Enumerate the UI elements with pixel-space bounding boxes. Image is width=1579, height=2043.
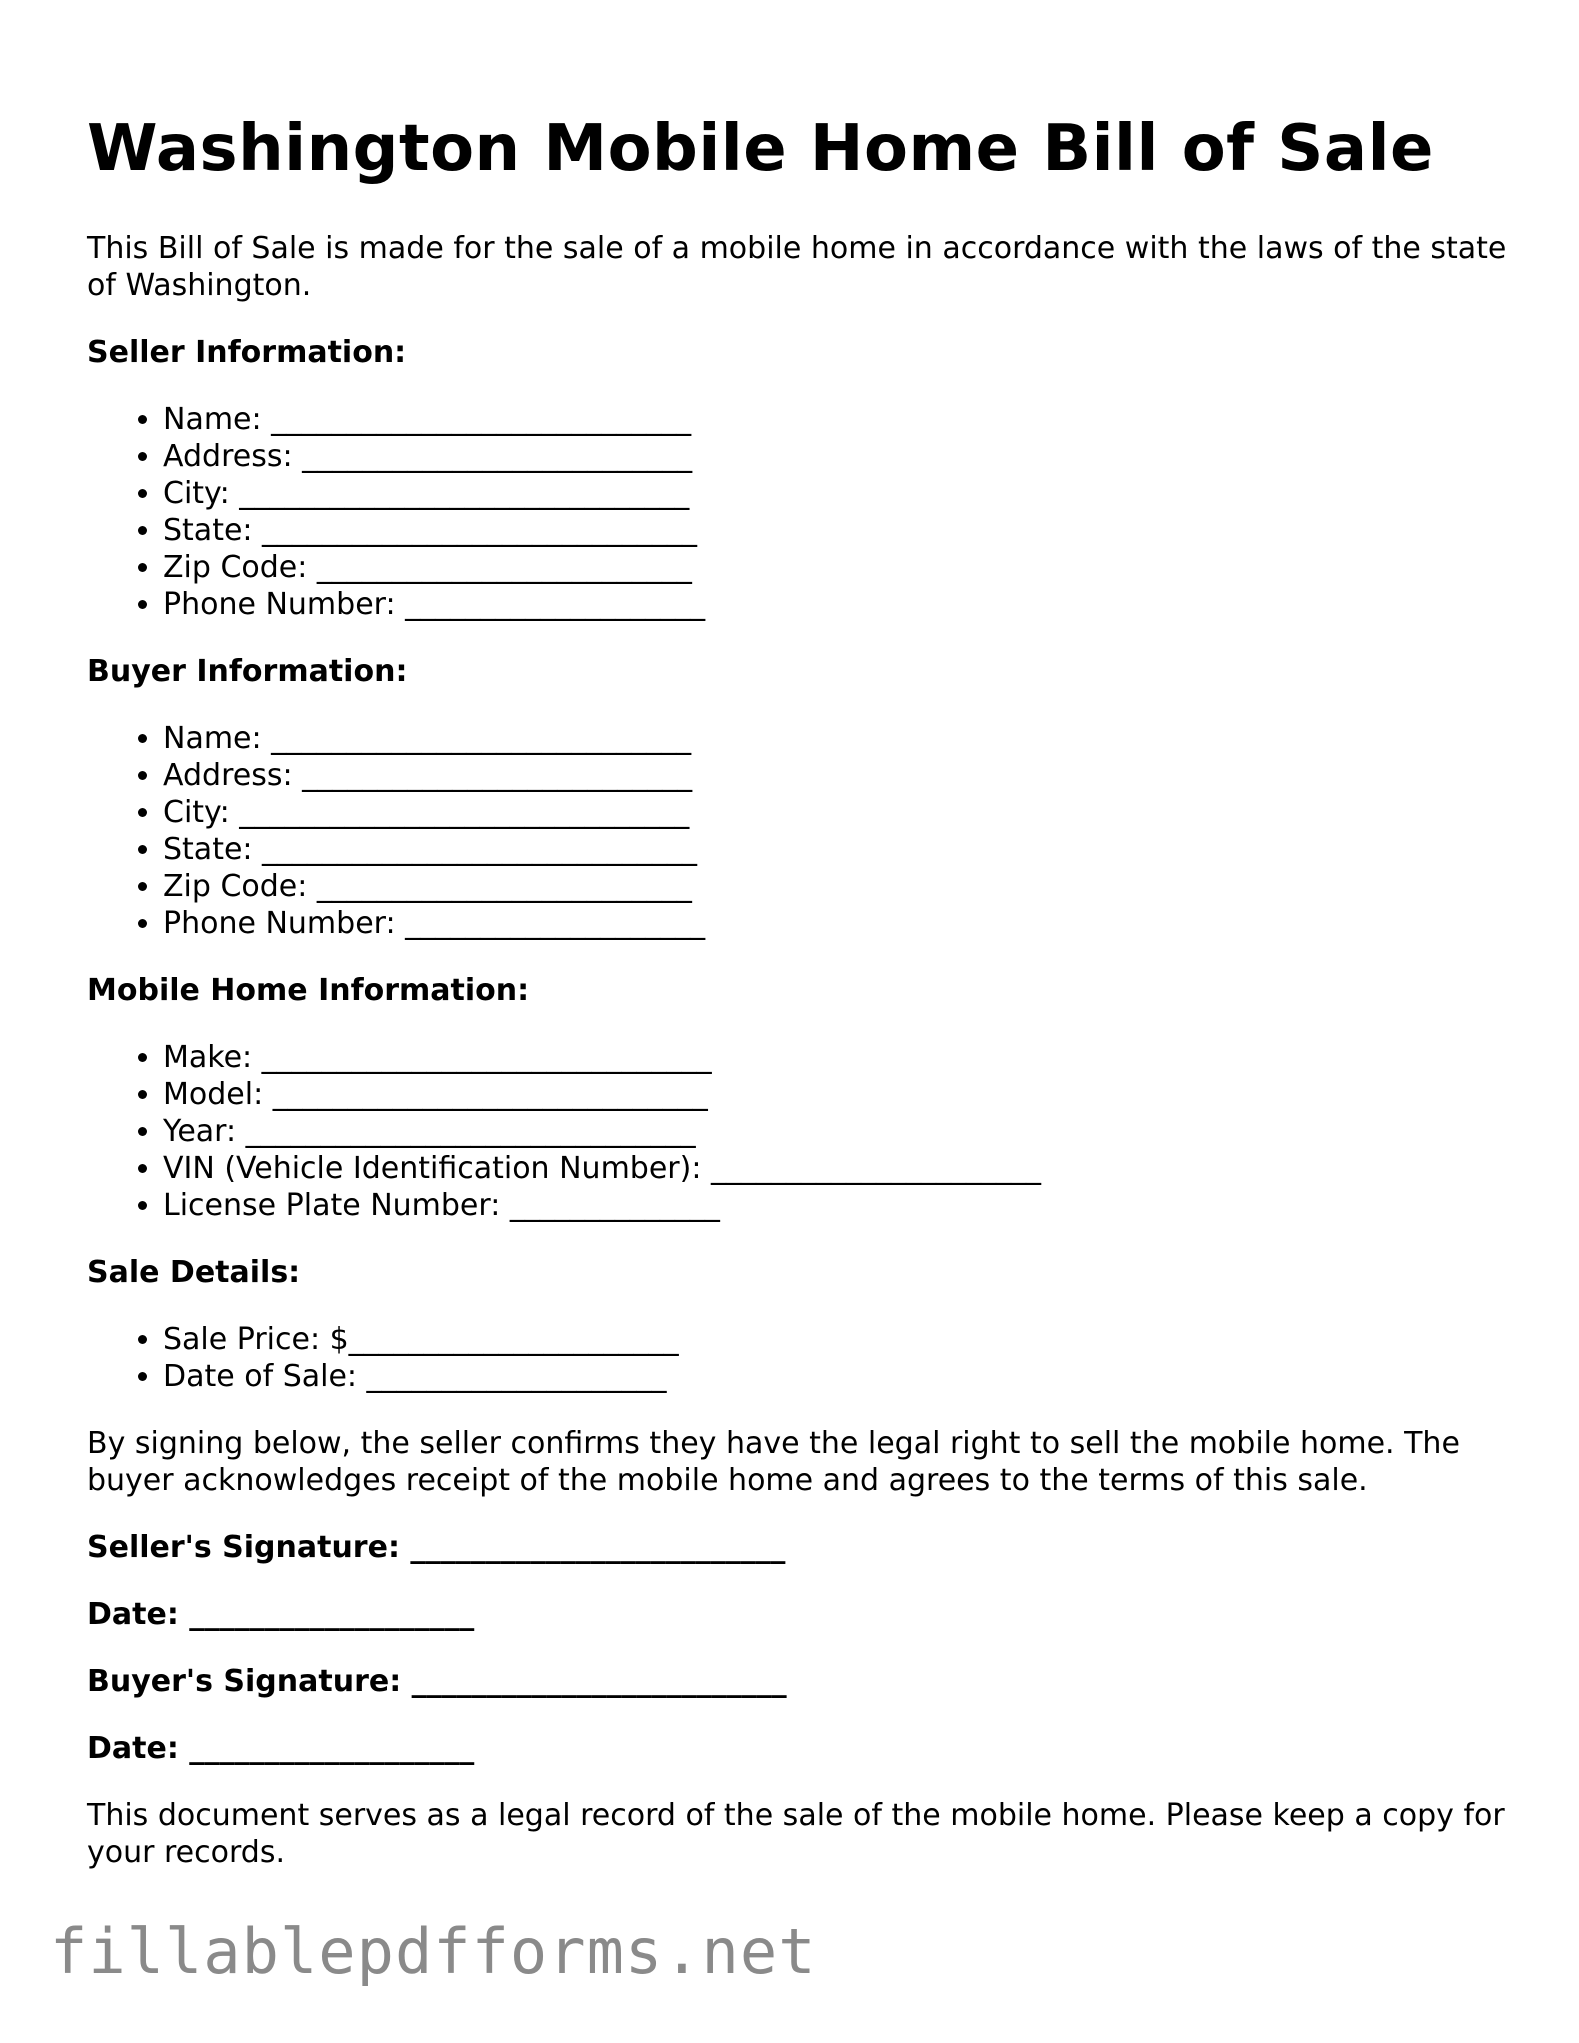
mobile-home-section-heading: Mobile Home Information:	[87, 973, 530, 1008]
buyer-state-field[interactable]: • State: _____________________________	[163, 831, 1507, 868]
buyer-section-heading: Buyer Information:	[87, 654, 408, 689]
buyer-name-field[interactable]: • Name: ____________________________	[163, 720, 1507, 757]
sale-details-section-heading: Sale Details:	[87, 1255, 301, 1290]
seller-signature-field[interactable]: Seller's Signature: _________________________	[87, 1530, 786, 1565]
date-of-sale-field[interactable]: • Date of Sale: ____________________	[163, 1358, 1507, 1395]
mobile-home-fields-list	[87, 1039, 1507, 1224]
intro-paragraph: This Bill of Sale is made for the sale of a mobile home in accordance with the laws of the state of Washington.	[87, 231, 1507, 303]
seller-phone-field[interactable]: • Phone Number: ____________________	[163, 586, 1507, 623]
sale-details-fields-list	[87, 1321, 1507, 1395]
year-field[interactable]: • Year: ______________________________	[163, 1113, 1507, 1150]
seller-city-field[interactable]: • City: ______________________________	[163, 475, 1507, 512]
sale-price-field[interactable]: • Sale Price: $______________________	[163, 1321, 1507, 1358]
bill-of-sale-document	[87, 108, 1507, 1871]
seller-zip-field[interactable]: • Zip Code: _________________________	[163, 549, 1507, 586]
document-title: Washington Mobile Home Bill of Sale	[87, 112, 1434, 186]
make-field[interactable]: • Make: ______________________________	[163, 1039, 1507, 1076]
seller-section-heading: Seller Information:	[87, 335, 407, 370]
closing-paragraph: This document serves as a legal record of the sale of the mobile home. Please keep a copy for your records.	[87, 1798, 1505, 1870]
buyer-zip-field[interactable]: • Zip Code: _________________________	[163, 868, 1507, 905]
seller-fields-list	[87, 401, 1507, 623]
buyer-date-field[interactable]: Date: ___________________	[87, 1731, 475, 1766]
site-watermark: fillablepdfforms.net	[50, 1915, 817, 1988]
buyer-address-field[interactable]: • Address: __________________________	[163, 757, 1507, 794]
model-field[interactable]: • Model: _____________________________	[163, 1076, 1507, 1113]
buyer-city-field[interactable]: • City: ______________________________	[163, 794, 1507, 831]
buyer-signature-field[interactable]: Buyer's Signature: _________________________	[87, 1664, 787, 1699]
seller-date-field[interactable]: Date: ___________________	[87, 1597, 475, 1632]
seller-state-field[interactable]: • State: _____________________________	[163, 512, 1507, 549]
buyer-fields-list	[87, 720, 1507, 942]
vin-field[interactable]: • VIN (Vehicle Identification Number): ______________________	[163, 1150, 1507, 1187]
buyer-phone-field[interactable]: • Phone Number: ____________________	[163, 905, 1507, 942]
confirmation-paragraph: By signing below, the seller confirms they have the legal right to sell the mobile home. The buyer acknowledges receipt of the mobile home and agrees to the terms of this sale.	[87, 1426, 1460, 1498]
seller-address-field[interactable]: • Address: __________________________	[163, 438, 1507, 475]
license-plate-field[interactable]: • License Plate Number: ______________	[163, 1187, 1507, 1224]
seller-name-field[interactable]: • Name: ____________________________	[163, 401, 1507, 438]
